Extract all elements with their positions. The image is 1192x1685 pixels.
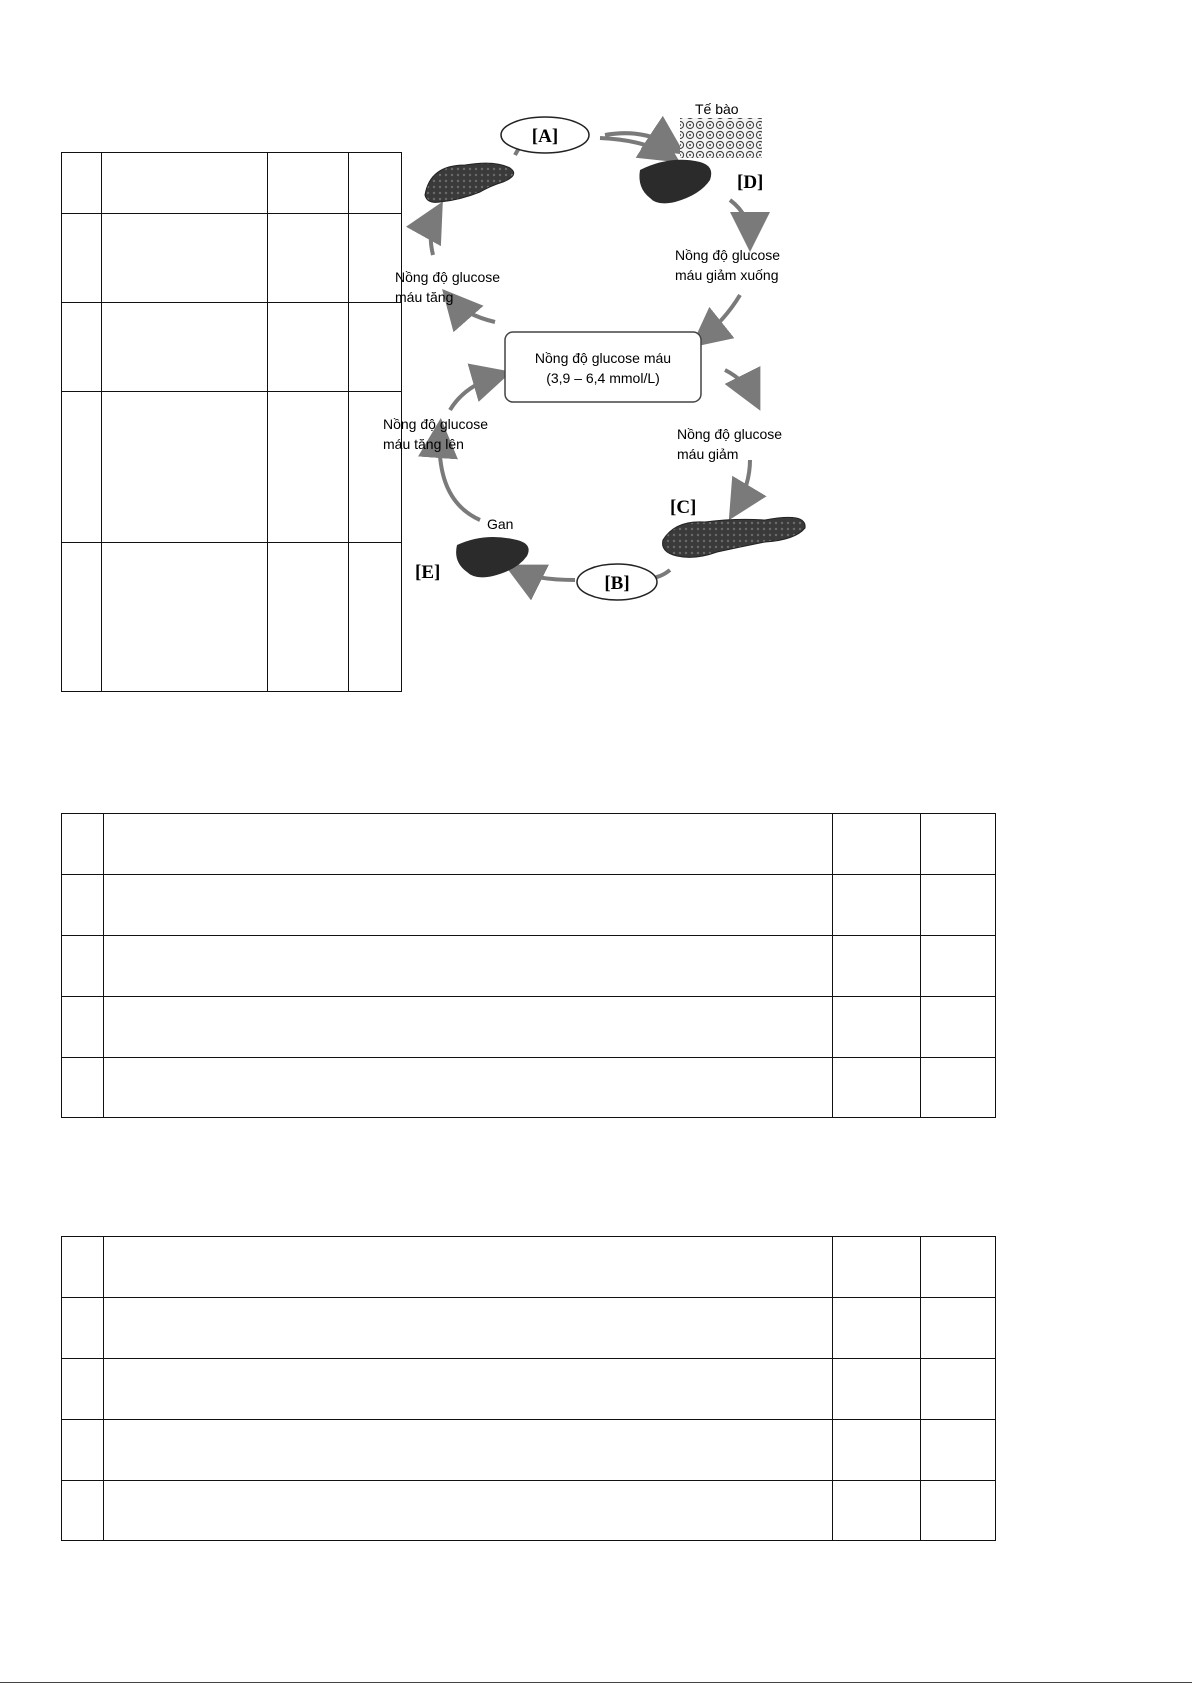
- pancreas-icon: [425, 163, 514, 202]
- right-bottom-text-1: Nồng độ glucose: [677, 426, 783, 442]
- label-d: [D]: [737, 172, 764, 193]
- table-row: [62, 814, 996, 875]
- glucose-regulation-diagram: [383, 100, 875, 640]
- label-c: [C]: [670, 497, 697, 518]
- footer-divider: [0, 1682, 1192, 1683]
- left-bottom-text-2: máu tăng lên: [383, 436, 464, 452]
- table-row: [62, 1058, 996, 1118]
- table-row: [62, 1237, 996, 1298]
- right-top-text-1: Nồng độ glucose: [675, 247, 781, 263]
- pancreas-icon: [663, 517, 806, 557]
- liver-icon: [639, 160, 711, 204]
- cells-icon: [680, 118, 762, 158]
- center-text-2: (3,9 – 6,4 mmol/L): [546, 370, 660, 386]
- middle-table: [61, 813, 996, 1118]
- right-bottom-text-2: máu giảm: [677, 446, 739, 462]
- left-bottom-text-1: Nồng độ glucose: [383, 416, 489, 432]
- table-row: [62, 153, 402, 214]
- table-row: [62, 1298, 996, 1359]
- cells-label: Tế bào: [695, 101, 739, 117]
- center-box: [505, 332, 701, 402]
- table-row: [62, 392, 402, 543]
- right-top-text-2: máu giảm xuống: [675, 267, 779, 283]
- left-top-text-1: Nồng độ glucose: [395, 269, 501, 285]
- table-row: [62, 1359, 996, 1420]
- table-row: [62, 936, 996, 997]
- table-row: [62, 214, 402, 303]
- label-a: [A]: [531, 126, 559, 147]
- table-row: [62, 1481, 996, 1541]
- table-row: [62, 303, 402, 392]
- label-b: [B]: [604, 573, 630, 594]
- left-top-text-2: máu tăng: [395, 289, 454, 305]
- small-table: [61, 152, 402, 692]
- liver-label: Gan: [487, 516, 514, 532]
- table-row: [62, 875, 996, 936]
- label-e: [E]: [415, 562, 441, 583]
- center-text-1: Nồng độ glucose máu: [534, 350, 672, 366]
- table-row: [62, 997, 996, 1058]
- table-row: [62, 543, 402, 692]
- bottom-table: [61, 1236, 996, 1541]
- table-row: [62, 1420, 996, 1481]
